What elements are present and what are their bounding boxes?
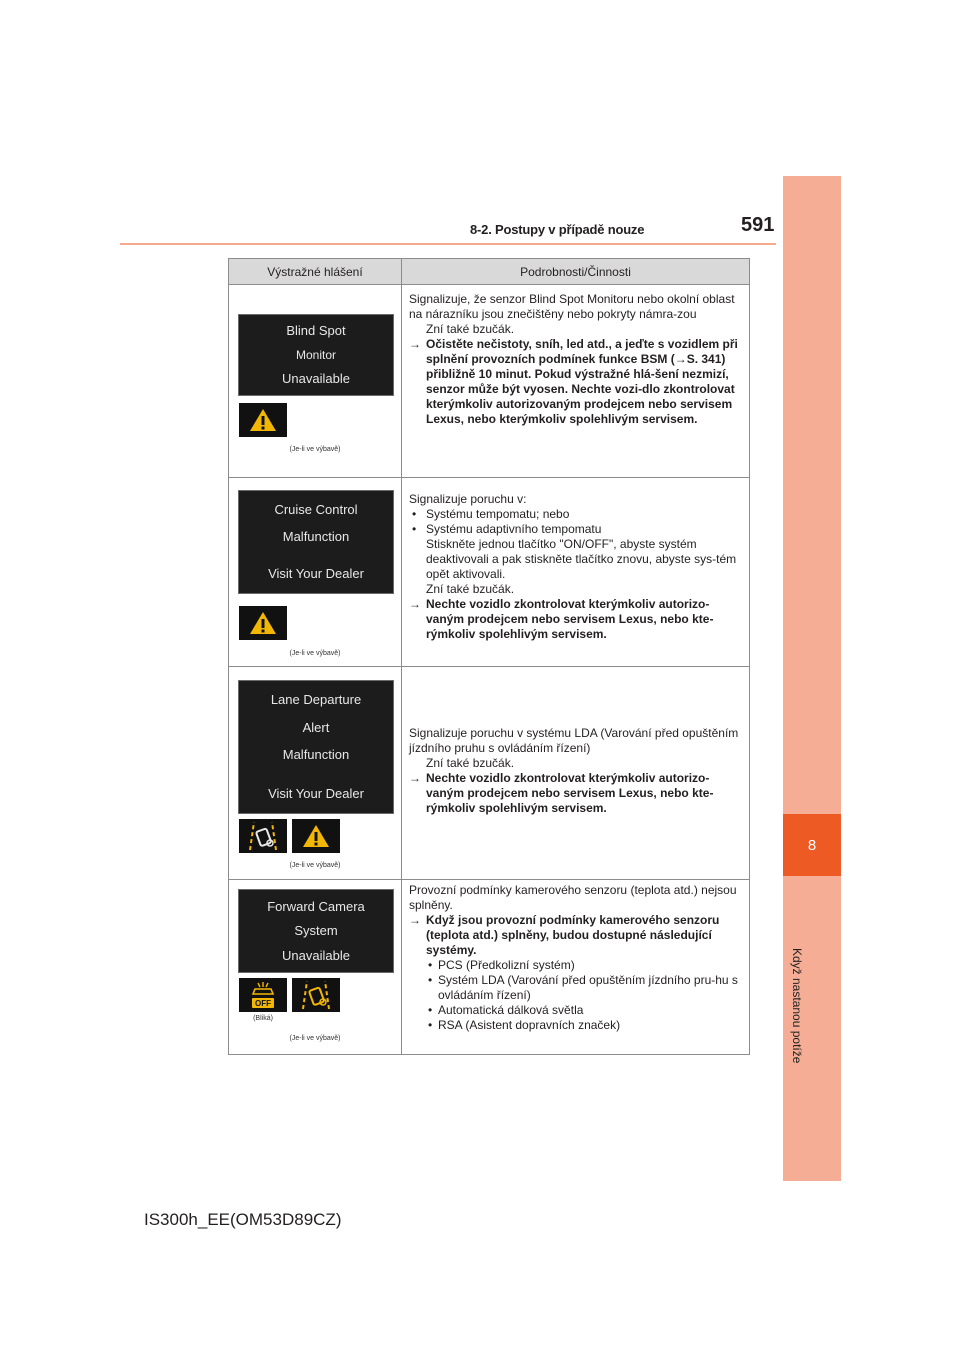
chapter-number-tab: 8 (783, 814, 841, 876)
description-text: Signalizuje poruchu v: (409, 492, 527, 506)
action-text: Nechte vozidlo zkontrolovat kterýmkoliv autorizo-vaným prodejcem nebo servisem Lexus, nebo kte-rýmkoliv spolehlivým servisem. (426, 597, 714, 641)
warning-triangle-icon (239, 606, 287, 640)
warning-triangle-icon (292, 819, 340, 853)
equipment-caption: (Je-li ve výbavě) (289, 650, 341, 657)
action-item (409, 597, 743, 642)
display-line: Visit Your Dealer (268, 785, 364, 801)
action-text: Nechte vozidlo zkontrolovat kterýmkoliv autorizo-vaným prodejcem nebo servisem Lexus, nebo kte-rýmkoliv spolehlivým servisem. (426, 771, 714, 815)
buzzer-note: Zní také bzučák. (426, 322, 515, 336)
warning-image-cell (229, 478, 402, 667)
display-line: Alert (302, 719, 330, 735)
action-text: Očistěte nečistoty, sníh, led atd., a jeďte s vozidlem při splnění provozních podmínek funkce BSM ( (426, 337, 738, 366)
list-item: • Systému adaptivního tempomatu (412, 522, 602, 536)
buzzer-note: Zní také bzučák. (426, 756, 515, 770)
svg-text:OFF: OFF (255, 999, 271, 1008)
section-title: 8-2. Postupy v případě nouze (470, 222, 645, 237)
display-line: Malfunction (282, 746, 350, 762)
warning-image-cell (229, 880, 402, 1055)
action-item (409, 337, 743, 427)
message-display (238, 889, 394, 973)
display-line: Forward Camera (267, 898, 365, 914)
list-item: • Automatická dálková světla (428, 1003, 584, 1017)
arrow-icon: → (409, 913, 421, 927)
display-line: Blind Spot (286, 323, 346, 338)
action-text: ) přibližně 10 minut. Pokud výstražné hlá-šení nezmizí, senzor může být vyosen. Nechte vozi-dlo zkontrolovat kterýmkoliv autorizovaným prodejcem nebo servisem Lexus, nebo kterýmkoliv spolehlivým servisem. (426, 352, 735, 426)
display-line: System (294, 923, 338, 938)
display-line: Lane Departure (270, 692, 362, 708)
arrow-icon: → (409, 597, 421, 611)
list-item: • Systém LDA (Varování před opuštěním jízdního pru-hu s ovládáním řízení) (428, 973, 738, 1002)
equipment-caption: (Je-li ve výbavě) (289, 446, 341, 453)
buzzer-note: Zní také bzučák. (426, 582, 515, 596)
details-cell (402, 667, 750, 880)
lane-departure-icon (239, 819, 287, 853)
table-row (229, 478, 750, 667)
blinking-caption: (Bliká) (253, 1015, 273, 1022)
table-header-row (229, 259, 750, 285)
list-item: • Systému tempomatu; nebo (412, 507, 570, 521)
details-cell (402, 880, 750, 1055)
pcs-off-icon (239, 978, 287, 1012)
warning-image-cell (229, 285, 402, 478)
list-item: • PCS (Předkolizní systém) (428, 958, 575, 972)
action-item (409, 913, 743, 958)
action-text: Když jsou provozní podmínky kamerového senzoru (teplota atd.) splněny, budou dostupné následující systémy. (426, 913, 720, 957)
message-display (238, 680, 394, 814)
arrow-icon: → (674, 352, 687, 366)
chapter-title: Když nastanou potíže (790, 948, 804, 1064)
warning-triangle-icon (239, 403, 287, 437)
list-item: • RSA (Asistent dopravních značek) (428, 1018, 621, 1032)
warning-image-cell (229, 667, 402, 880)
document-code: IS300h_EE(OM53D89CZ) (144, 1210, 342, 1229)
description-text: Signalizuje poruchu v systému LDA (Varování před opuštěním jízdního pruhu s ovládáním řízení) (409, 726, 739, 755)
details-cell (402, 478, 750, 667)
page-number: 591 (741, 214, 775, 236)
column-header-warning: Výstražné hlášení (229, 259, 402, 285)
display-line: Visit Your Dealer (268, 566, 364, 582)
warning-messages-table (228, 258, 750, 1055)
message-display (238, 314, 394, 396)
description-text: Provozní podmínky kamerového senzoru (teplota atd.) nejsou splněny. (409, 883, 737, 912)
lane-departure-icon (292, 978, 340, 1012)
arrow-icon: → (409, 771, 421, 785)
arrow-icon: → (409, 337, 421, 351)
column-header-details: Podrobnosti/Činnosti (402, 259, 750, 285)
header-divider (120, 243, 776, 245)
description-text: Signalizuje, že senzor Blind Spot Monitoru nebo okolní oblast na nárazníku jsou znečištěny nebo pokryty námra-zou (409, 292, 735, 321)
details-cell (402, 285, 750, 478)
page-reference-link[interactable]: S. 341 (686, 352, 722, 366)
display-line: Monitor (295, 348, 336, 362)
table-row (229, 880, 750, 1055)
display-line: Cruise Control (274, 501, 358, 517)
instruction-note: Stiskněte jednou tlačítko "ON/OFF", abyste systém deaktivovali a pak stiskněte tlačítko znovu, abyste sys-tém opět aktivovali. (426, 537, 737, 581)
equipment-caption: (Je-li ve výbavě) (289, 1035, 341, 1042)
action-item (409, 771, 743, 816)
table-row (229, 667, 750, 880)
display-line: Unavailable (282, 371, 350, 386)
message-display (238, 490, 394, 594)
equipment-caption: (Je-li ve výbavě) (289, 862, 341, 869)
display-line: Malfunction (282, 528, 350, 544)
table-row (229, 285, 750, 478)
display-line: Unavailable (282, 947, 350, 963)
